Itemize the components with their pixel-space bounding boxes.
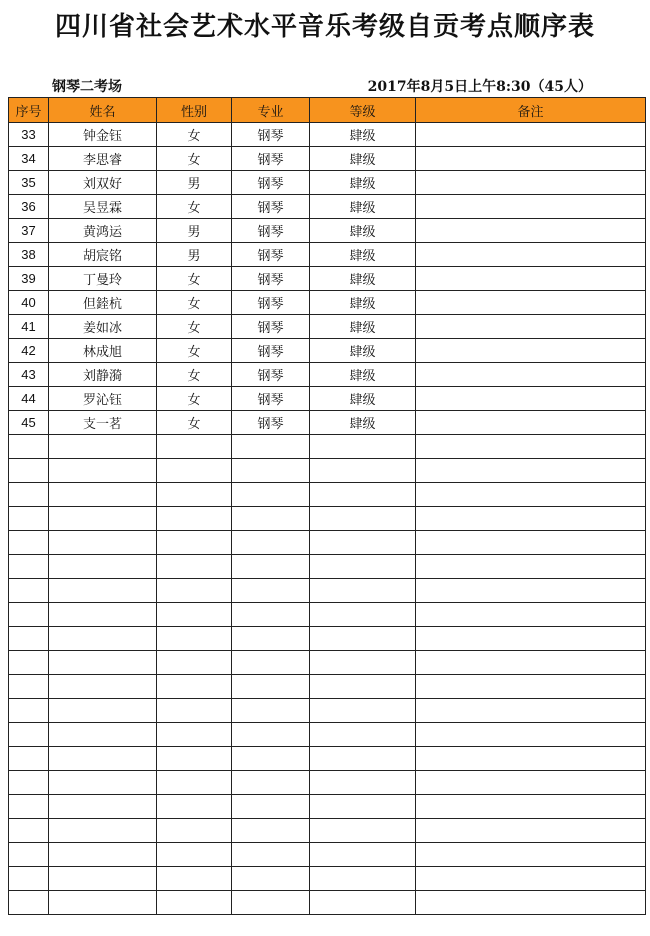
cell-no [9,795,49,819]
cell-note [416,555,646,579]
page-title: 四川省社会艺术水平音乐考级自贡考点顺序表 [54,12,595,42]
cell-level [310,771,416,795]
table-row [9,195,646,219]
cell-name: 但錴杭 [49,291,157,315]
cell-note [416,171,646,195]
cell-level [310,891,416,915]
cell-level: 肆级 [310,267,416,291]
cell-gender [157,531,232,555]
cell-major: 钢琴 [232,339,310,363]
cell-gender [157,675,232,699]
cell-level [310,819,416,843]
table-row [9,339,646,363]
cell-level: 肆级 [310,195,416,219]
cell-note [416,267,646,291]
cell-no [9,891,49,915]
cell-gender: 女 [157,267,232,291]
column-header-major: 专业 [232,98,310,123]
table-row [9,411,646,435]
cell-gender [157,555,232,579]
cell-gender: 男 [157,243,232,267]
cell-note [416,459,646,483]
cell-name [49,483,157,507]
roster-table [8,97,646,915]
table-row [9,483,646,507]
cell-note [416,219,646,243]
cell-no: 33 [9,123,49,147]
cell-name [49,675,157,699]
cell-no [9,747,49,771]
cell-major [232,843,310,867]
cell-note [416,195,646,219]
cell-note [416,147,646,171]
cell-gender [157,771,232,795]
cell-gender: 女 [157,291,232,315]
cell-major [232,747,310,771]
cell-note [416,795,646,819]
cell-note [416,339,646,363]
cell-name [49,867,157,891]
cell-major: 钢琴 [232,411,310,435]
column-header-note: 备注 [416,98,646,123]
cell-no [9,483,49,507]
cell-gender [157,579,232,603]
table-row [9,531,646,555]
cell-major [232,483,310,507]
cell-name [49,771,157,795]
cell-gender [157,507,232,531]
cell-name [49,747,157,771]
cell-gender [157,723,232,747]
cell-gender [157,627,232,651]
cell-note [416,387,646,411]
cell-name: 丁曼玲 [49,267,157,291]
cell-major [232,795,310,819]
table-row [9,843,646,867]
cell-major [232,603,310,627]
cell-note [416,411,646,435]
cell-level: 肆级 [310,363,416,387]
cell-level [310,555,416,579]
cell-major [232,459,310,483]
cell-note [416,507,646,531]
cell-level: 肆级 [310,243,416,267]
cell-no [9,819,49,843]
table-row [9,579,646,603]
cell-level [310,843,416,867]
table-row [9,771,646,795]
cell-gender [157,651,232,675]
cell-name [49,579,157,603]
cell-major: 钢琴 [232,267,310,291]
cell-gender [157,843,232,867]
cell-name [49,435,157,459]
cell-level [310,675,416,699]
cell-major: 钢琴 [232,147,310,171]
cell-note [416,723,646,747]
table-row [9,459,646,483]
cell-note [416,531,646,555]
cell-major [232,675,310,699]
table-row [9,819,646,843]
cell-gender [157,891,232,915]
cell-no [9,603,49,627]
cell-level [310,723,416,747]
cell-name [49,795,157,819]
cell-name [49,843,157,867]
cell-major: 钢琴 [232,315,310,339]
cell-level [310,699,416,723]
cell-gender: 女 [157,411,232,435]
cell-no: 45 [9,411,49,435]
cell-gender: 男 [157,219,232,243]
cell-major [232,627,310,651]
table-row [9,651,646,675]
cell-name [49,555,157,579]
table-row [9,555,646,579]
cell-name: 刘双好 [49,171,157,195]
cell-gender: 女 [157,195,232,219]
cell-name: 胡宸铭 [49,243,157,267]
cell-major: 钢琴 [232,387,310,411]
cell-gender [157,819,232,843]
cell-note [416,603,646,627]
cell-no [9,699,49,723]
cell-note [416,363,646,387]
cell-note [416,291,646,315]
cell-name: 姜如冰 [49,315,157,339]
cell-major [232,435,310,459]
cell-level: 肆级 [310,387,416,411]
cell-no [9,771,49,795]
table-row [9,675,646,699]
cell-major [232,891,310,915]
cell-gender [157,867,232,891]
cell-level: 肆级 [310,147,416,171]
cell-name [49,891,157,915]
cell-name [49,507,157,531]
cell-major [232,555,310,579]
cell-gender [157,795,232,819]
cell-major [232,867,310,891]
cell-level: 肆级 [310,123,416,147]
cell-level [310,435,416,459]
cell-name [49,651,157,675]
cell-level [310,531,416,555]
cell-no [9,507,49,531]
table-row [9,291,646,315]
cell-note [416,843,646,867]
cell-major: 钢琴 [232,171,310,195]
cell-level [310,483,416,507]
table-row [9,219,646,243]
cell-note [416,891,646,915]
cell-level: 肆级 [310,171,416,195]
table-row [9,603,646,627]
cell-gender [157,459,232,483]
cell-name [49,531,157,555]
cell-no: 43 [9,363,49,387]
cell-no: 34 [9,147,49,171]
cell-no [9,843,49,867]
table-row [9,627,646,651]
cell-no [9,531,49,555]
session-time-label: 2017年8月5日上午8:30（45人） [367,79,592,95]
cell-level [310,579,416,603]
cell-note [416,699,646,723]
table-row [9,387,646,411]
cell-no: 42 [9,339,49,363]
cell-no [9,555,49,579]
table-row [9,795,646,819]
cell-name [49,627,157,651]
cell-major [232,771,310,795]
column-header-no: 序号 [9,98,49,123]
cell-name: 黄鸿运 [49,219,157,243]
cell-gender: 女 [157,339,232,363]
cell-no: 41 [9,315,49,339]
cell-gender [157,603,232,627]
table-row [9,267,646,291]
meta-row [0,76,650,96]
cell-name: 钟金钰 [49,123,157,147]
cell-name: 罗沁钰 [49,387,157,411]
cell-gender [157,699,232,723]
cell-level: 肆级 [310,339,416,363]
table-row [9,243,646,267]
cell-major: 钢琴 [232,243,310,267]
cell-gender [157,435,232,459]
cell-no [9,867,49,891]
cell-level [310,795,416,819]
cell-major [232,819,310,843]
cell-note [416,123,646,147]
cell-name [49,723,157,747]
table-row [9,507,646,531]
cell-name: 支一茗 [49,411,157,435]
table-row [9,723,646,747]
cell-note [416,243,646,267]
cell-no: 40 [9,291,49,315]
cell-no [9,627,49,651]
cell-no [9,435,49,459]
cell-note [416,579,646,603]
cell-gender: 女 [157,315,232,339]
column-header-level: 等级 [310,98,416,123]
cell-major [232,579,310,603]
cell-level [310,603,416,627]
cell-no: 36 [9,195,49,219]
cell-major: 钢琴 [232,123,310,147]
cell-major: 钢琴 [232,195,310,219]
cell-level [310,867,416,891]
cell-level: 肆级 [310,411,416,435]
cell-level [310,459,416,483]
cell-no: 44 [9,387,49,411]
cell-no: 38 [9,243,49,267]
cell-name [49,459,157,483]
cell-gender: 女 [157,123,232,147]
cell-major [232,699,310,723]
cell-no [9,579,49,603]
cell-no [9,723,49,747]
cell-note [416,675,646,699]
cell-no: 39 [9,267,49,291]
cell-major [232,507,310,531]
cell-note [416,771,646,795]
cell-level [310,627,416,651]
cell-note [416,819,646,843]
cell-major [232,531,310,555]
table-row [9,315,646,339]
cell-gender: 女 [157,363,232,387]
cell-note [416,315,646,339]
cell-level: 肆级 [310,315,416,339]
cell-gender [157,747,232,771]
cell-note [416,483,646,507]
column-header-name: 姓名 [49,98,157,123]
cell-gender: 女 [157,147,232,171]
cell-level [310,747,416,771]
cell-no [9,675,49,699]
cell-no [9,459,49,483]
cell-name: 林成旭 [49,339,157,363]
cell-note [416,651,646,675]
cell-note [416,435,646,459]
table-row [9,891,646,915]
cell-level [310,651,416,675]
table-row [9,123,646,147]
table-row [9,867,646,891]
cell-major: 钢琴 [232,363,310,387]
cell-gender: 男 [157,171,232,195]
table-row [9,147,646,171]
cell-name: 吴昱霖 [49,195,157,219]
table-row [9,363,646,387]
cell-name: 李思睿 [49,147,157,171]
cell-level: 肆级 [310,291,416,315]
cell-gender: 女 [157,387,232,411]
exam-room-label: 钢琴二考场 [52,79,122,95]
cell-level: 肆级 [310,219,416,243]
cell-name [49,699,157,723]
cell-no [9,651,49,675]
table-row [9,699,646,723]
cell-major [232,651,310,675]
cell-name [49,819,157,843]
column-header-gender: 性别 [157,98,232,123]
table-row [9,171,646,195]
cell-level [310,507,416,531]
table-header-row [9,98,646,123]
cell-major [232,723,310,747]
cell-no: 35 [9,171,49,195]
cell-major: 钢琴 [232,291,310,315]
cell-major: 钢琴 [232,219,310,243]
cell-no: 37 [9,219,49,243]
cell-name: 刘静漪 [49,363,157,387]
table-row [9,747,646,771]
cell-note [416,627,646,651]
cell-note [416,747,646,771]
cell-name [49,603,157,627]
cell-note [416,867,646,891]
cell-gender [157,483,232,507]
table-row [9,435,646,459]
